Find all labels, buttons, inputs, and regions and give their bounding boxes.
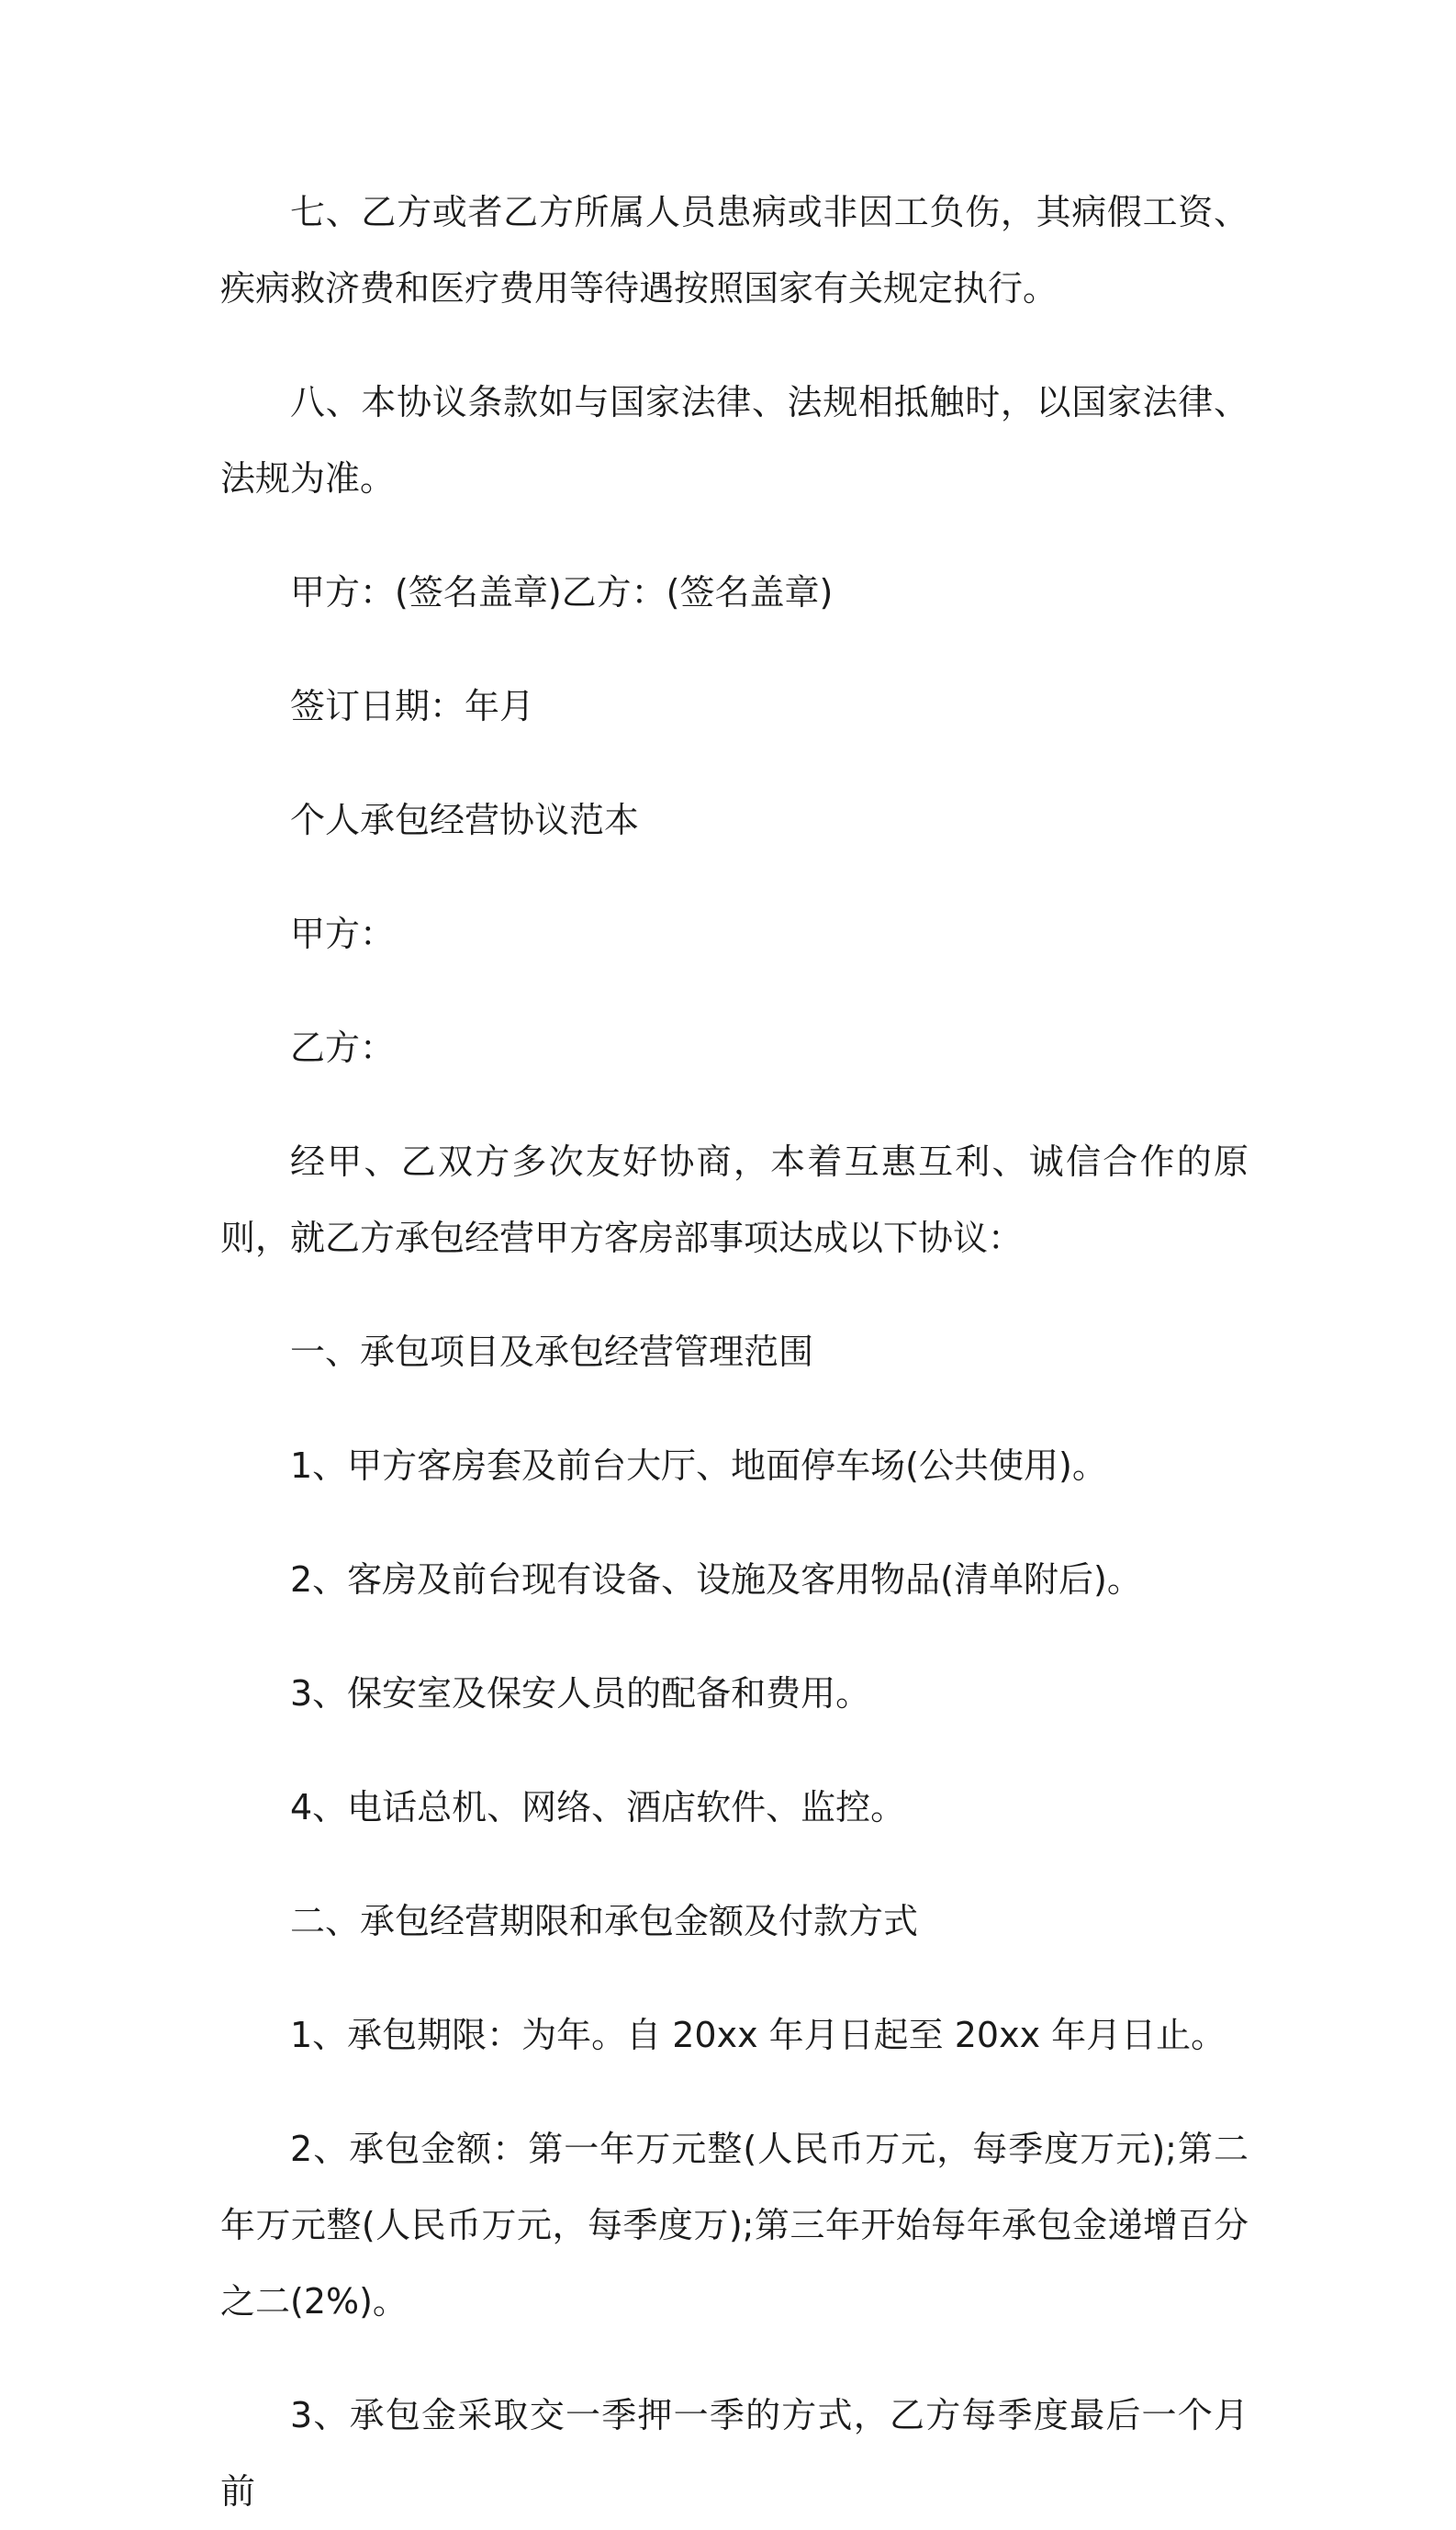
paragraph-section-1-item-2: 2、客房及前台现有设备、设施及客用物品(清单附后)。: [290, 1559, 1142, 1600]
paragraph-signatures: 甲方：(签名盖章)乙方：(签名盖章): [290, 572, 834, 613]
paragraph-section-2-item-1: 1、承包期限：为年。自 20xx 年月日起至 20xx 年月日止。: [290, 2015, 1226, 2055]
paragraph-sign-date: 签订日期：年月: [290, 686, 535, 726]
paragraph-section-2-item-3: 3、承包金采取交一季押一季的方式，乙方每季度最后一个月前: [220, 2395, 1249, 2512]
paragraph-party-a: 甲方：: [290, 914, 396, 954]
paragraph-section-2-heading: 二、承包经营期限和承包金额及付款方式: [290, 1901, 919, 1941]
paragraph-preamble: 经甲、乙双方多次友好协商，本着互惠互利、诚信合作的原则，就乙方承包经营甲方客房部事项达成以下协议：: [220, 1141, 1249, 1258]
paragraph-clause-8: 八、本协议条款如与国家法律、法规相抵触时，以国家法律、法规为准。: [220, 382, 1249, 499]
paragraph-section-1-item-1: 1、甲方客房套及前台大厅、地面停车场(公共使用)。: [290, 1445, 1107, 1486]
paragraph-section-1-item-3: 3、保安室及保安人员的配备和费用。: [290, 1673, 871, 1714]
paragraph-party-b: 乙方：: [290, 1028, 396, 1068]
paragraph-document-title: 个人承包经营协议范本: [290, 800, 640, 840]
paragraph-clause-7: 七、乙方或者乙方所属人员患病或非因工负伤，其病假工资、疾病救济费和医疗费用等待遇按照国家有关规定执行。: [220, 192, 1249, 309]
paragraph-section-1-heading: 一、承包项目及承包经营管理范围: [290, 1332, 814, 1372]
paragraph-section-1-item-4: 4、电话总机、网络、酒店软件、监控。: [290, 1787, 906, 1827]
document-body: [220, 174, 1249, 2530]
paragraph-section-2-item-2: 2、承包金额：第一年万元整(人民币万元，每季度万元);第二年万元整(人民币万元，每季度万);第三年开始每年承包金递增百分之二(2%)。: [220, 2129, 1249, 2322]
